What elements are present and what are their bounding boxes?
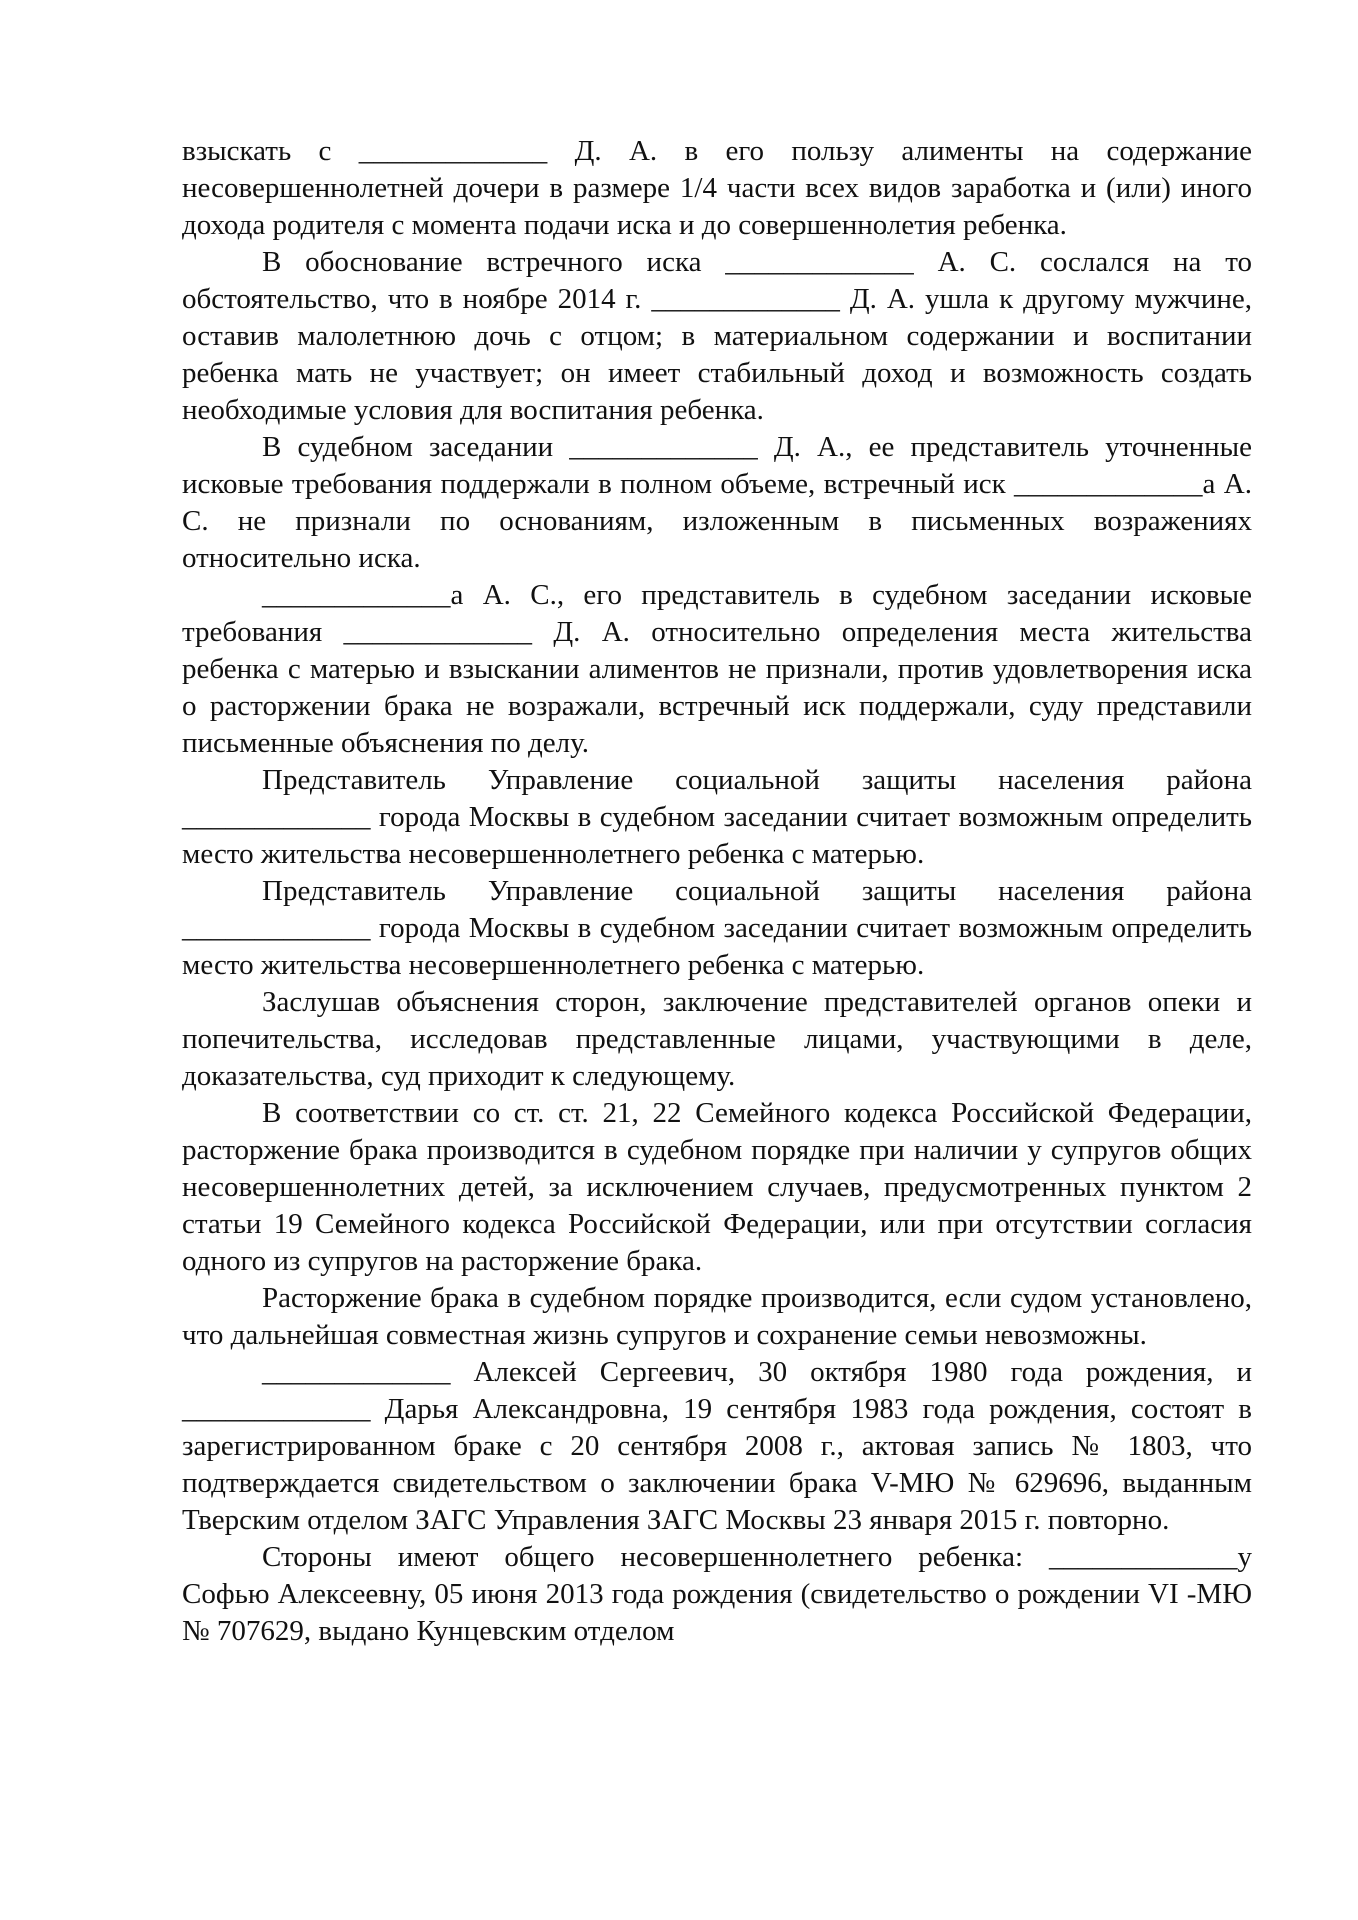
paragraph-plaintiff-position: В судебном заседании _____________ Д. А., ее представитель уточненные исковые требования поддержали в полном объеме, встречный иск _____________а А. С. не признали по основаниям, изложенным в письменных возражениях относительно иска. <box>182 431 1252 574</box>
paragraph-marriage-record: _____________ Алексей Сергеевич, 30 октября 1980 года рождения, и _____________ Дарья Александровна, 19 сентября 1983 года рождения, состоят в зарегистрированном браке с 20 сентября 2008 г., актовая запись № 1803, что подтверждается свидетельством о заключении брака V-МЮ № 629696, выданным Тверским отделом ЗАГС Управления ЗАГС Москвы 23 января 2015 г. повторно. <box>182 1356 1252 1536</box>
paragraph-alimony-claim: взыскать с _____________ Д. А. в его пользу алименты на содержание несовершеннолетней дочери в размере 1/4 части всех видов заработка и (или) иного дохода родителя с момента подачи иска и до совершеннолетия ребенка. <box>182 135 1252 241</box>
paragraph-counterclaim-grounds: В обоснование встречного иска _____________ А. С. сослался на то обстоятельство, что в ноябре 2014 г. _____________ Д. А. ушла к другому мужчине, оставив малолетнюю дочь с отцом; в материальном содержании и воспитании ребенка мать не участвует; он имеет стабильный доход и возможность создать необходимые условия для воспитания ребенка. <box>182 246 1252 426</box>
paragraph-court-findings: Заслушав объяснения сторон, заключение представителей органов опеки и попечительства, исследовав представленные лицами, участвующими в деле, доказательства, суд приходит к следующему. <box>182 986 1252 1092</box>
paragraph-divorce-conditions: Расторжение брака в судебном порядке производится, если судом установлено, что дальнейшая совместная жизнь супругов и сохранение семьи невозможны. <box>182 1282 1252 1351</box>
paragraph-common-child: Стороны имеют общего несовершеннолетнего ребенка: _____________у Софью Алексеевну, 05 июня 2013 года рождения (свидетельство о рождении VI -МЮ № 707629, выдано Кунцевским отделом <box>182 1541 1252 1647</box>
paragraph-defendant-position: _____________а А. С., его представитель в судебном заседании исковые требования _____________ Д. А. относительно определения места жительства ребенка с матерью и взыскании алиментов не признали, против удовлетворения иска о расторжении брака не возражали, встречный иск поддержали, суду представили письменные объяснения по делу. <box>182 579 1252 759</box>
document-page <box>182 133 1252 1650</box>
paragraph-family-code-21-22: В соответствии со ст. ст. 21, 22 Семейного кодекса Российской Федерации, расторжение брака производится в судебном порядке при наличии у супругов общих несовершеннолетних детей, за исключением случаев, предусмотренных пунктом 2 статьи 19 Семейного кодекса Российской Федерации, или при отсутствии согласия одного из супругов на расторжение брака. <box>182 1097 1252 1277</box>
paragraph-social-protection-2: Представитель Управление социальной защиты населения района _____________ города Москвы в судебном заседании считает возможным определить место жительства несовершеннолетнего ребенка с матерью. <box>182 875 1252 981</box>
paragraph-social-protection-1: Представитель Управление социальной защиты населения района _____________ города Москвы в судебном заседании считает возможным определить место жительства несовершеннолетнего ребенка с матерью. <box>182 764 1252 870</box>
